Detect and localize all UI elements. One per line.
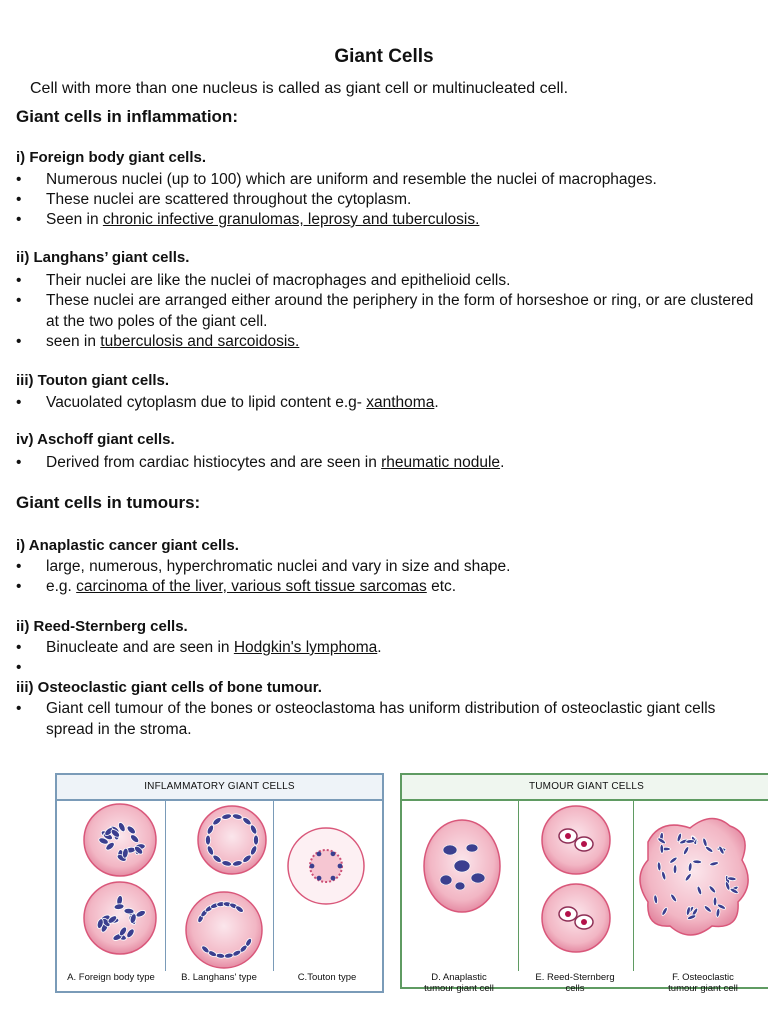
bullet-item: • Their nuclei are like the nuclei of macrophages and epithelioid cells. [16,272,511,289]
nucleus [471,873,485,883]
bullet-item: • Giant cell tumour of the bones or osteoclastoma has uniform distribution of osteoclastic giant cells spread in the stroma. [16,700,716,738]
touton-nuclear-wreath [310,850,342,882]
section-heading-tumours: Giant cells in tumours: [16,493,201,512]
nucleolus [581,841,587,847]
bullet-item: • large, numerous, hyperchromatic nuclei and vary in size and shape. [16,558,511,575]
subheading-reed-sternberg: ii) Reed-Sternberg cells. [16,618,188,635]
document-page: Giant Cells Cell with more than one nucleus is called as giant cell or multinucleated cell. Giant cells in inflammation: i) Foreign body giant cells. • Numerous nuclei (up to 100) which are uniform and resemble the nuclei of macrophages. • These nuclei are scattered throughout the cytoplasm. • Seen in chronic infective granulomas, leprosy and tuberculosis. ii) Langhans’ giant cells. • Their nuclei are like the nuclei of macrophages and epithelioid cells. • These nuclei are arranged either around the periphery in the form of horseshoe or ring, or are clustered at the two poles of the giant cell. • seen in tuberculosis and sarcoidosis. iii) Touton giant cells. • Vacuolated cytoplasm due to lipid content e.g- xanthoma. iv) Aschoff giant cells. • Derived from cardiac histiocytes and are seen in rheumatic nodule. Giant cells in tumours: i) Anaplastic cancer giant cells. • large, numerous, hyperchromatic nuclei and vary in size and shape. • e.g. carcinoma of the liver, various soft tissue sarcomas etc. ii) Reed-Sternberg cells. • Binucleate and are seen in Hodgkin's lymphoma. • iii) Osteoclastic giant cells of bone tumour. • Giant cell tumour of the bones or osteoclastoma has uniform distribution of osteoclastic giant cells spread in the stroma. INFLAMMATORY GIANT CELLS TUMOUR GIANT CELLS A. Foreign body type B. Langhans' type C.Touton type D. Anaplastic tumour giant cell E. Reed-Sternberg cells F. Osteoclastic tumour giant cell [0,0,768,1024]
nucleolus [565,833,571,839]
bullet-item: • e.g. carcinoma of the liver, various soft tissue sarcomas etc. [16,578,457,595]
foreign-body-cell [84,882,156,954]
page-title: Giant Cells [334,46,434,67]
bullet-item: • Derived from cardiac histiocytes and are seen in rheumatic nodule. [16,454,505,471]
nucleus [338,864,343,869]
nucleus [673,865,677,874]
caption-d: D. Anaplastic tumour giant cell [424,972,494,994]
nucleus [440,875,452,885]
subheading-foreign-body: i) Foreign body giant cells. [16,149,207,166]
nucleus [455,882,465,890]
bullet-item: • Vacuolated cytoplasm due to lipid content e.g- xanthoma. [16,394,439,411]
nucleus [660,844,664,853]
bullet-item: • Numerous nuclei (up to 100) which are uniform and resemble the nuclei of macrophages. [16,171,657,188]
nucleus [443,845,457,855]
section-heading-inflammation: Giant cells in inflammation: [16,107,238,126]
bullet-item: • seen in tuberculosis and sarcoidosis. [16,333,300,350]
foreign-body-cell [84,804,156,876]
caption-f: F. Osteoclastic tumour giant cell [668,972,738,994]
caption-c: C.Touton type [297,972,357,983]
nucleus [317,876,322,881]
nucleus [686,839,695,843]
nucleolus [581,919,587,925]
bullet-item: • Seen in chronic infective granulomas, leprosy and tuberculosis. [16,211,480,228]
subheading-osteoclastic: iii) Osteoclastic giant cells of bone tumour. [16,679,322,696]
nucleus [317,851,322,856]
caption-a: A. Foreign body type [67,972,155,983]
caption-b: B. Langhans' type [181,972,257,983]
nucleus [124,908,134,914]
nucleus [331,851,336,856]
caption-e: E. Reed-Sternberg cells [535,972,615,994]
nucleus [310,864,315,869]
nucleus [466,844,478,852]
figure-title-inflammatory: INFLAMMATORY GIANT CELLS [57,775,382,801]
nucleus [713,897,717,906]
nucleolus [565,911,571,917]
nucleus [253,835,258,845]
subheading-touton: iii) Touton giant cells. [16,372,170,389]
bullet-item: • These nuclei are arranged either around the periphery in the form of horseshoe or ring, or are clustered at the two poles of the giant cell. [16,292,754,330]
nucleus [331,876,336,881]
nucleus [205,835,210,845]
bullet-item: • These nuclei are scattered throughout the cytoplasm. [16,191,412,208]
nucleus [693,860,702,864]
figure-title-tumour: TUMOUR GIANT CELLS [402,775,768,801]
subheading-langhans: ii) Langhans’ giant cells. [16,249,190,266]
intro-text: Cell with more than one nucleus is called as giant cell or multinucleated cell. [30,80,569,97]
subheading-aschoff: iv) Aschoff giant cells. [16,431,175,448]
subheading-anaplastic: i) Anaplastic cancer giant cells. [16,537,239,554]
nucleus [454,860,470,872]
bullet-item: • Binucleate and are seen in Hodgkin's lymphoma. [16,639,382,656]
